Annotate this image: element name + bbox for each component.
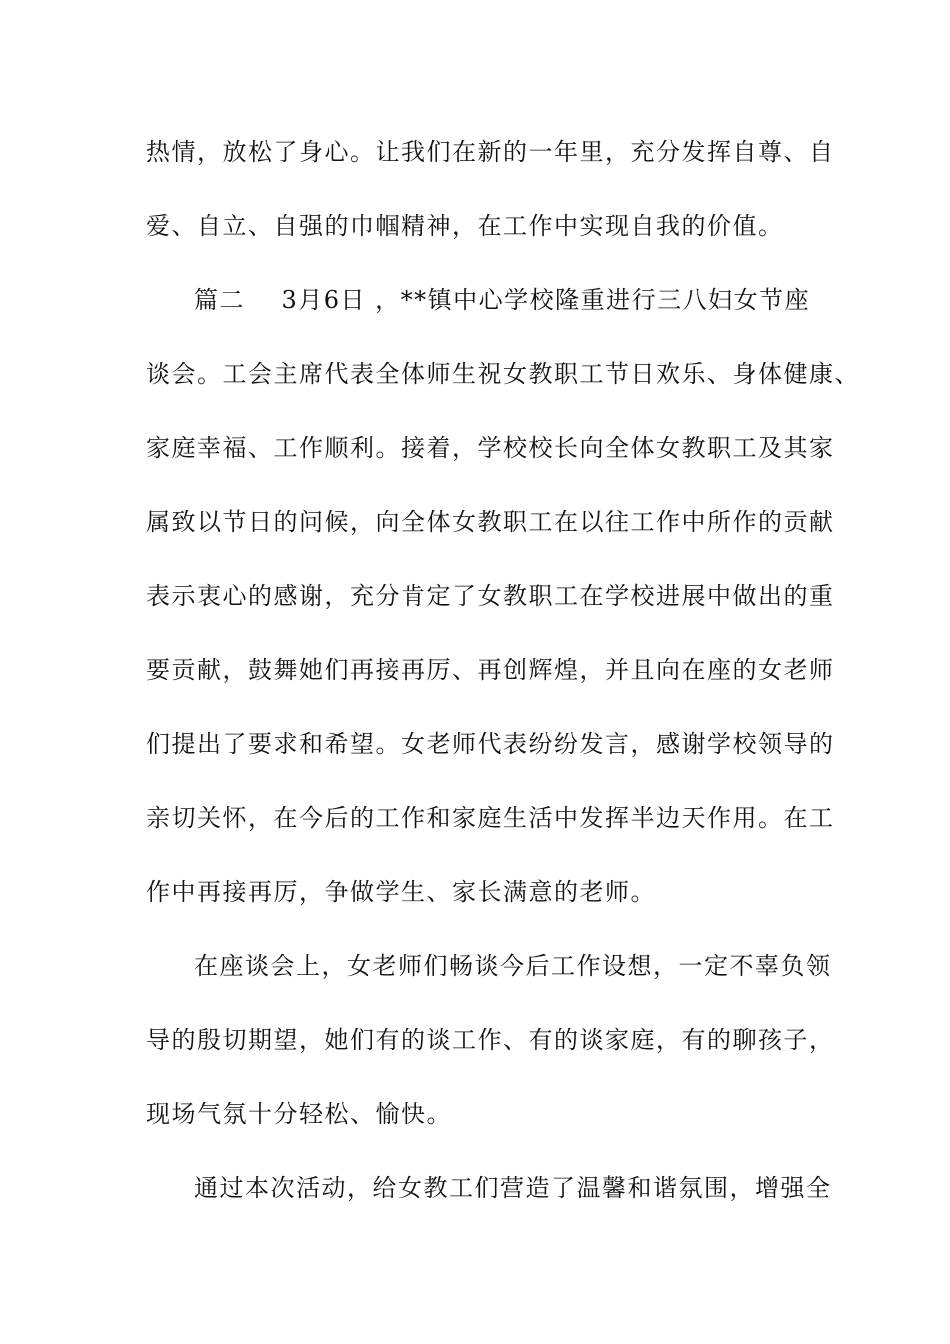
text-line: 爱、自立、自强的巾帼精神，在工作中实现自我的价值。	[146, 212, 784, 240]
text-line: 谈会。工会主席代表全体师生祝女教职工节日欢乐、身体健康、	[146, 360, 860, 388]
paragraph-start-line: 在座谈会上，女老师们畅谈今后工作设想，一定不辜负领	[194, 952, 832, 980]
text-line: 们提出了要求和希望。女老师代表纷纷发言，感谢学校领导的	[146, 730, 835, 758]
text-line: 亲切关怀，在今后的工作和家庭生活中发挥半边天作用。在工	[146, 804, 835, 832]
text-line: 现场气氛十分轻松、愉快。	[146, 1100, 452, 1128]
text-line: 属致以节日的问候，向全体女教职工在以往工作中所作的贡献	[146, 508, 835, 536]
text-line: 导的殷切期望，她们有的谈工作、有的谈家庭，有的聊孩子，	[146, 1026, 835, 1054]
text-line: 家庭幸福、工作顺利。接着，学校校长向全体女教职工及其家	[146, 434, 835, 462]
body-text	[146, 130, 860, 1240]
text-line: 表示衷心的感谢，充分肯定了女教职工在学校进展中做出的重	[146, 582, 835, 610]
text-line: 热情，放松了身心。让我们在新的一年里，充分发挥自尊、自	[146, 138, 835, 166]
text-line: 作中再接再厉，争做学生、家长满意的老师。	[146, 878, 656, 906]
text-line: 要贡献，鼓舞她们再接再厉、再创辉煌，并且向在座的女老师	[146, 656, 835, 684]
paragraph-start-line: 通过本次活动，给女教工们营造了温馨和谐氛围，增强全	[194, 1174, 832, 1202]
paragraph-start-line: 篇二 3月6日 ，**镇中心学校隆重进行三八妇女节座	[194, 286, 811, 314]
